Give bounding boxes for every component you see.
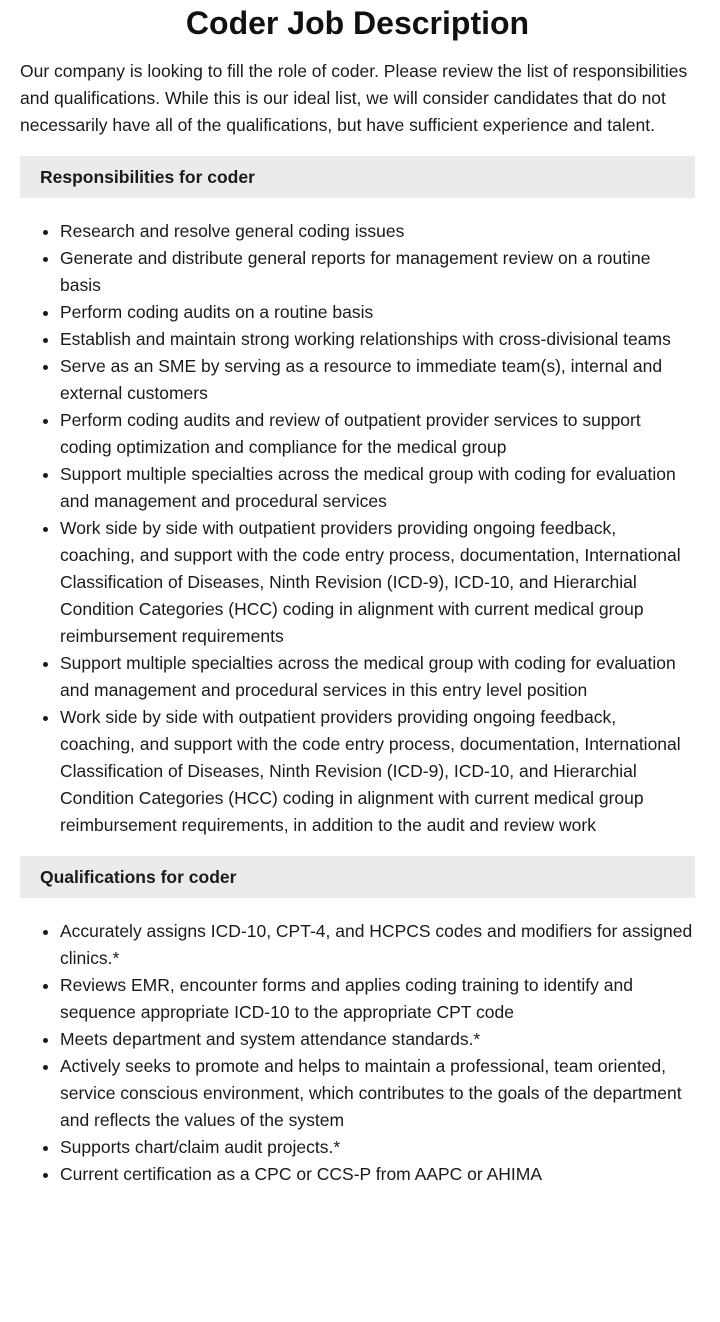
- responsibilities-heading: Responsibilities for coder: [20, 156, 695, 198]
- list-item: • Current certification as a CPC or CCS-P from AAPC or AHIMA: [60, 1161, 695, 1188]
- list-item: • Work side by side with outpatient providers providing ongoing feedback, coaching, and support with the code entry process, documentation, International Classification of Diseases, Ninth Revision (ICD-9), ICD-10, and Hierarchial Condition Categories (HCC) coding in alignment with current medical group reimbursement requirements: [60, 515, 695, 650]
- qualifications-heading: Qualifications for coder: [20, 856, 695, 898]
- list-item: • Perform coding audits on a routine basis: [60, 299, 695, 326]
- list-item: • Reviews EMR, encounter forms and applies coding training to identify and sequence appropriate ICD-10 to the appropriate CPT code: [60, 972, 695, 1026]
- list-item: • Support multiple specialties across the medical group with coding for evaluation and management and procedural services: [60, 461, 695, 515]
- responsibilities-list: [20, 218, 695, 839]
- list-item: • Meets department and system attendance standards.*: [60, 1026, 695, 1053]
- qualifications-list: [20, 918, 695, 1188]
- list-item: • Research and resolve general coding issues: [60, 218, 695, 245]
- page-title: Coder Job Description: [185, 5, 530, 41]
- list-item: • Generate and distribute general reports for management review on a routine basis: [60, 245, 695, 299]
- list-item: • Actively seeks to promote and helps to maintain a professional, team oriented, service conscious environment, which contributes to the goals of the department and reflects the values of the system: [60, 1053, 695, 1134]
- intro-paragraph: Our company is looking to fill the role of coder. Please review the list of responsibilities and qualifications. While this is our ideal list, we will consider candidates that do not necessarily have all of the qualifications, but have sufficient experience and talent.: [20, 61, 688, 135]
- list-item: • Serve as an SME by serving as a resource to immediate team(s), internal and external customers: [60, 353, 695, 407]
- list-item: • Accurately assigns ICD-10, CPT-4, and HCPCS codes and modifiers for assigned clinics.*: [60, 918, 695, 972]
- list-item: • Establish and maintain strong working relationships with cross-divisional teams: [60, 326, 695, 353]
- list-item: • Supports chart/claim audit projects.*: [60, 1134, 695, 1161]
- list-item: • Work side by side with outpatient providers providing ongoing feedback, coaching, and support with the code entry process, documentation, International Classification of Diseases, Ninth Revision (ICD-9), ICD-10, and Hierarchial Condition Categories (HCC) coding in alignment with current medical group reimbursement requirements, in addition to the audit and review work: [60, 704, 695, 839]
- list-item: • Perform coding audits and review of outpatient provider services to support coding optimization and compliance for the medical group: [60, 407, 695, 461]
- list-item: • Support multiple specialties across the medical group with coding for evaluation and management and procedural services in this entry level position: [60, 650, 695, 704]
